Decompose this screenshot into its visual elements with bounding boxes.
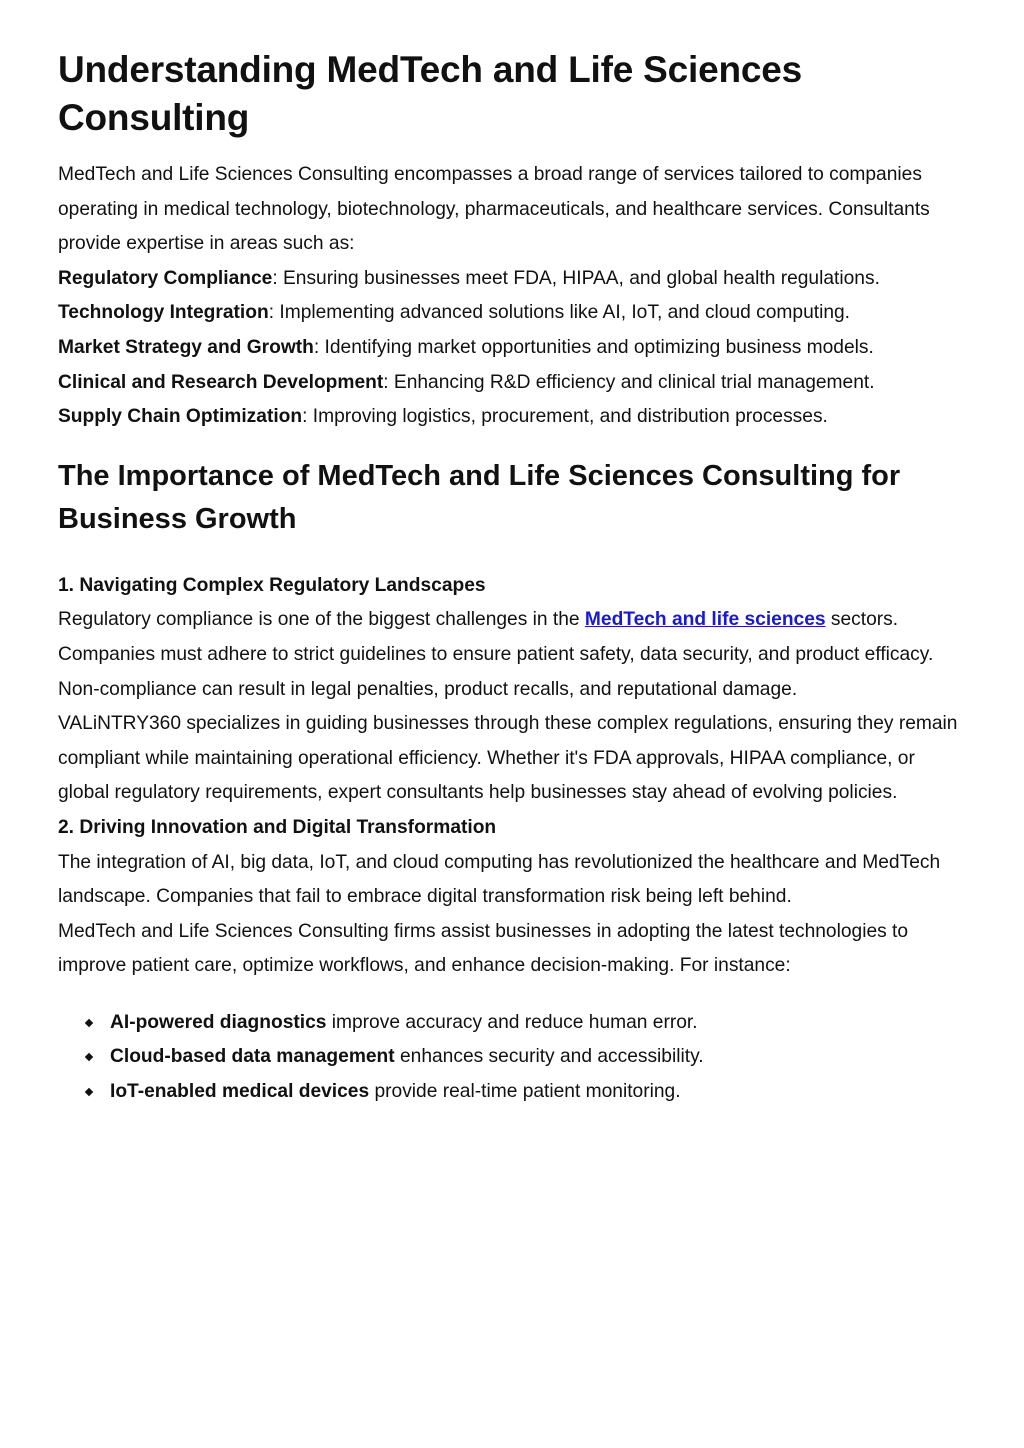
valintry-paragraph: VALiNTRY360 specializes in guiding businesses through these complex regulations, ensuring they remain compliant while maintaining operational efficiency. Whether it's FDA approvals, HIPAA compliance, or global regulatory requirements, expert consultants help businesses stay ahead of evolving policies.: [58, 713, 958, 804]
service-item: [58, 400, 964, 435]
list-item: [86, 1075, 964, 1110]
bullet-term: Cloud-based data management: [110, 1046, 395, 1068]
bullet-term: AI-powered diagnostics: [110, 1011, 327, 1033]
service-term: Supply Chain Optimization: [58, 406, 303, 428]
bullet-desc: provide real-time patient monitoring.: [369, 1081, 681, 1103]
service-item: [58, 331, 964, 366]
service-term: Clinical and Research Development: [58, 371, 384, 393]
bullet-desc: improve accuracy and reduce human error.: [326, 1011, 698, 1033]
subheading-innovation: 2. Driving Innovation and Digital Transformation: [58, 816, 497, 838]
service-desc: : Ensuring businesses meet FDA, HIPAA, and global health regulations.: [272, 267, 880, 289]
list-item: [86, 1040, 964, 1075]
service-desc: : Improving logistics, procurement, and distribution processes.: [302, 406, 828, 428]
regulatory-text-after: sectors. Companies must adhere to strict guidelines to ensure patient safety, data security, and product efficacy. Non-compliance can result in legal penalties, product recalls, and reputational damage.: [58, 609, 934, 700]
list-item: [86, 1006, 964, 1041]
diamond-bullet-icon: [85, 1019, 93, 1027]
medtech-life-sciences-link[interactable]: MedTech and life sciences: [584, 609, 826, 631]
regulatory-text-before: Regulatory compliance is one of the biggest challenges in the: [58, 609, 585, 631]
technology-bullet-list: [58, 1006, 964, 1110]
section-heading-importance: The Importance of MedTech and Life Sciences Consulting for Business Growth: [58, 459, 901, 535]
innovation-paragraph: The integration of AI, big data, IoT, and cloud computing has revolutionized the healthcare and MedTech landscape. Companies that fail to embrace digital transformation risk being left behind.: [58, 851, 941, 908]
service-item: [58, 262, 964, 297]
service-desc: : Identifying market opportunities and optimizing business models.: [313, 336, 874, 358]
intro-paragraph: MedTech and Life Sciences Consulting encompasses a broad range of services tailored to companies operating in medical technology, biotechnology, pharmaceuticals, and healthcare services. Consultants provide expertise in areas such as:: [58, 164, 930, 255]
consulting-firms-paragraph: MedTech and Life Sciences Consulting firms assist businesses in adopting the latest technologies to improve patient care, optimize workflows, and enhance decision-making. For instance:: [58, 920, 909, 977]
service-term: Regulatory Compliance: [58, 267, 273, 289]
diamond-bullet-icon: [85, 1088, 93, 1096]
services-list: [58, 262, 964, 435]
bullet-term: IoT-enabled medical devices: [110, 1081, 370, 1103]
service-desc: : Enhancing R&D efficiency and clinical trial management.: [383, 371, 875, 393]
service-item: [58, 366, 964, 401]
bullet-desc: enhances security and accessibility.: [394, 1046, 704, 1068]
service-term: Market Strategy and Growth: [58, 336, 314, 358]
diamond-bullet-icon: [85, 1053, 93, 1061]
page-title: Understanding MedTech and Life Sciences Consulting: [58, 49, 802, 138]
subheading-regulatory: 1. Navigating Complex Regulatory Landscapes: [58, 574, 486, 596]
regulatory-paragraph: [58, 603, 964, 707]
service-item: [58, 296, 964, 331]
service-desc: : Implementing advanced solutions like AI, IoT, and cloud computing.: [268, 302, 851, 324]
service-term: Technology Integration: [58, 302, 269, 324]
